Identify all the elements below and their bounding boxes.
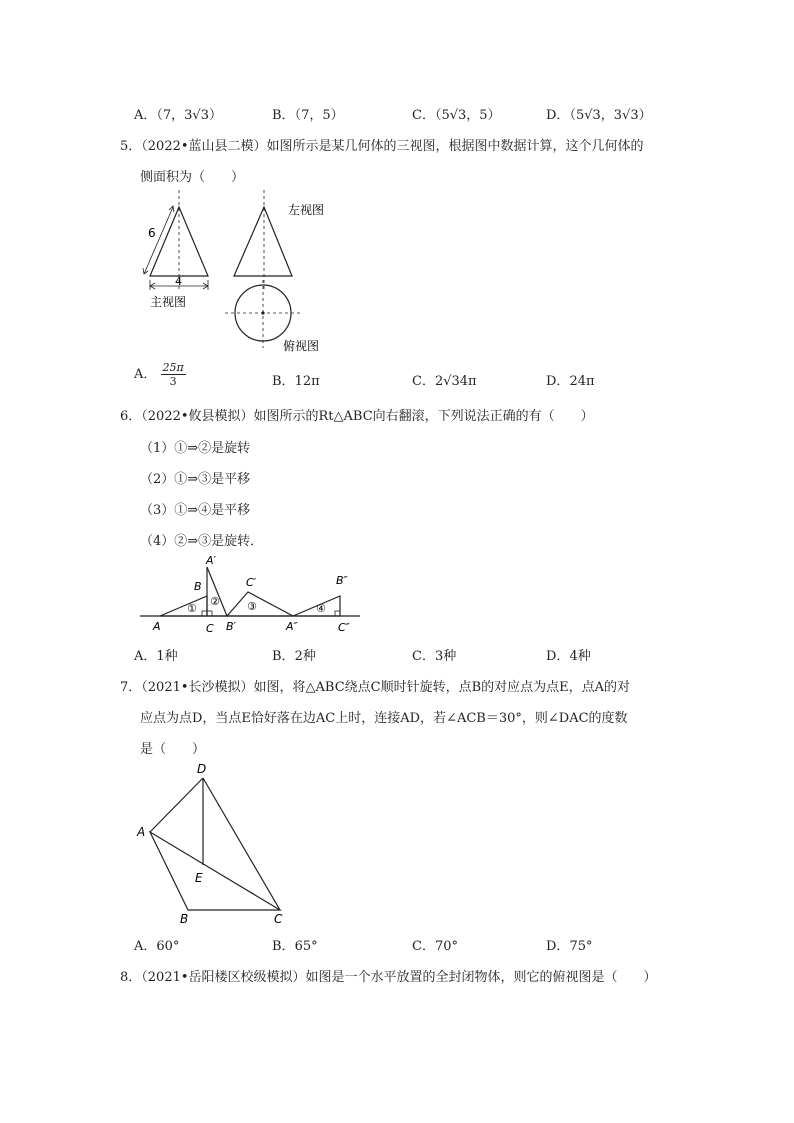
label-b: B [194,580,202,593]
left-view-triangle [234,207,292,276]
top-view-label: 俯视图 [283,339,320,353]
q6-rolling-triangle-figure [140,552,365,638]
q7-stem-line1: 7．（2021•长沙模拟）如图，将△ABC绕点C顺时针旋转，点B的对应点为点E，点A的对 [120,680,631,695]
q6-option-b: B．2种 [272,649,316,664]
triangle-2-number: ② [210,595,220,608]
label-c-prime: C′ [246,576,257,589]
q6-item-1: （1）①⇒②是旋转 [140,441,251,456]
label-d: D [197,762,207,776]
segment-ad [150,778,203,832]
q7-rotation-figure [130,760,290,930]
main-view-label: 主视图 [150,295,187,309]
q6-option-a: A．1种 [134,649,178,664]
label-b-double-prime: B″ [336,574,348,587]
q7-stem-line2: 应点为点D，当点E恰好落在边AC上时，连接AD，若∠ACB＝30°，则∠DAC的度数 [140,711,628,726]
q7-option-c: C．70° [412,939,458,954]
triangle-2 [207,567,227,616]
label-c: C [206,622,214,635]
q6-item-4: （4）②⇒③是旋转． [140,534,264,549]
label-e: E [195,871,203,885]
q4-option-d: D．（5√3，3√3） [546,108,652,123]
q6-option-c: C．3种 [412,649,457,664]
triangle-3 [227,592,293,616]
q5-three-view-figure [130,190,350,360]
q6-item-2: （2）①⇒③是平移 [140,472,251,487]
label-c: C [274,912,283,926]
triangle-abc [150,832,280,910]
q7-option-a: A．60° [134,939,180,954]
slant-dimension-line [144,207,173,274]
base-label: 4 [175,275,182,288]
triangle-3-number: ③ [247,600,257,613]
q5-option-a: A． $\frac{25\pi}{3}$ [134,361,184,388]
q5-stem-line2: 侧面积为（ ） [140,170,245,185]
label-b: B [180,912,189,926]
label-a-double-prime: A″ [286,620,298,633]
label-a: A [153,620,161,633]
label-a-prime: A′ [206,554,217,567]
triangle-4-number: ④ [316,602,326,615]
q6-item-3: （3）①⇒④是平移 [140,503,251,518]
triangle-1 [160,596,207,616]
q4-option-b: B．（7，5） [272,108,344,123]
q5-option-a-fraction: $\frac{25\pi}{3}$ [162,361,184,388]
label-a: A [137,825,146,839]
q5-option-b: B．12π [272,374,320,389]
left-view-label: 左视图 [288,203,325,217]
q5-option-c: C．2√34π [412,374,477,389]
q4-option-c: C．（5√3，5） [412,108,501,123]
q7-stem-line3: 是（ ） [140,742,206,757]
q6-stem: 6．（2022•攸县模拟）如图所示的Rt△ABC向右翻滚，下列说法正确的有（ ） [120,409,594,424]
q8-stem: 8．（2021•岳阳楼区校级模拟）如图是一个水平放置的全封闭物体，则它的俯视图是（ ） [120,970,657,985]
main-view-triangle [150,207,208,276]
segment-dc [203,778,280,910]
q5-stem-line1: 5．（2022•蓝山县二模）如图所示是某几何体的三视图，根据图中数据计算，这个几何体的 [120,139,644,154]
q5-option-d: D．24π [546,374,595,389]
q4-option-a: A．（7，3√3） [134,108,222,123]
q7-option-d: D．75° [546,939,593,954]
q7-option-b: B．65° [272,939,318,954]
q6-option-d: D．4种 [546,649,591,664]
top-view-center [261,311,264,314]
label-b-prime: B′ [226,620,237,633]
triangle-1-number: ① [187,602,197,615]
slant-label: 6 [148,226,156,240]
label-c-double-prime: C″ [338,621,350,634]
